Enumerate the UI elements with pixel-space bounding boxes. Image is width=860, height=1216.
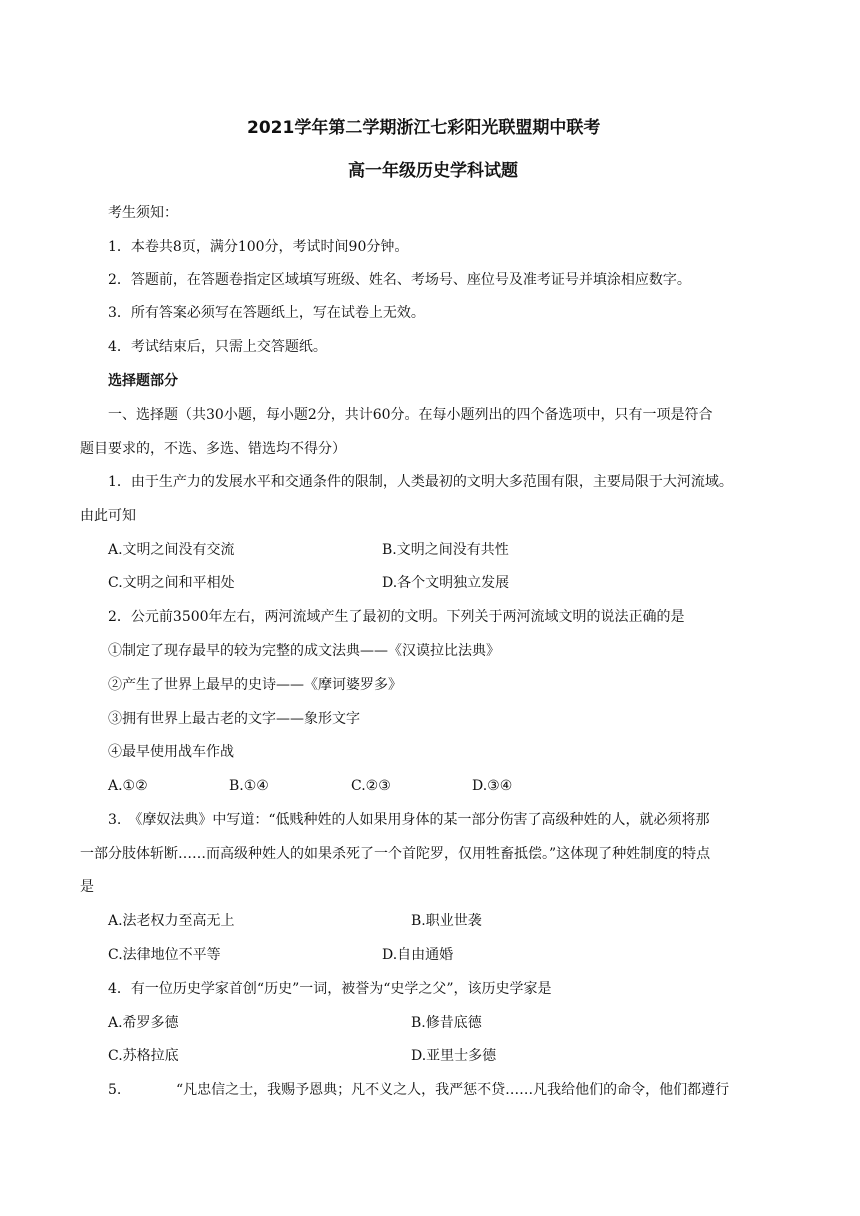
notice-item: 1．本卷共8页，满分100分，考试时间90分钟。 — [108, 239, 409, 255]
section-title: 选择题部分 — [108, 373, 178, 389]
question-3-stem: 3. 《摩奴法典》中写道：“低贱种姓的人如果用身体的某一部分伤害了高级种姓的人，就必须将那 — [108, 812, 710, 828]
question-1-option-d: D.各个文明独立发展 — [382, 575, 510, 591]
question-4-option-b: B.修昔底德 — [411, 1015, 482, 1031]
question-4-option-d: D.亚里士多德 — [411, 1048, 497, 1064]
question-4-option-a: A.希罗多德 — [108, 1015, 179, 1031]
question-4-stem: 4．有一位历史学家首创“历史”一词，被誉为“史学之父”，该历史学家是 — [108, 981, 552, 997]
question-2-statement: ③拥有世界上最古老的文字——象形文字 — [108, 711, 360, 727]
question-3-option-b: B.职业世袭 — [411, 913, 482, 929]
question-5-number: 5. — [108, 1082, 122, 1098]
question-1-option-a: A.文明之间没有交流 — [108, 542, 235, 558]
section-intro: 题目要求的，不选、多选、错选均不得分） — [80, 441, 346, 457]
question-3-option-c: C.法律地位不平等 — [108, 947, 221, 963]
question-3-stem: 是 — [80, 879, 94, 895]
question-2-option-d: D.③④ — [472, 778, 513, 794]
question-2-option-c: C.②③ — [351, 778, 391, 794]
notice-item: 4．考试结束后，只需上交答题纸。 — [108, 339, 327, 355]
question-1-option-c: C.文明之间和平相处 — [108, 575, 235, 591]
question-2-statement: ①制定了现存最早的较为完整的成文法典——《汉谟拉比法典》 — [108, 643, 500, 659]
notice-item: 3．所有答案必须写在答题纸上，写在试卷上无效。 — [108, 305, 425, 321]
exam-title: 2021学年第二学期浙江七彩阳光联盟期中联考 — [247, 118, 601, 138]
question-2-stem: 2．公元前3500年左右，两河流域产生了最初的文明。下列关于两河流域文明的说法正确的是 — [108, 609, 685, 625]
question-5-stem: “凡忠信之士，我赐予恩典；凡不义之人，我严惩不贷……凡我给他们的命令，他们都遵行 — [176, 1082, 730, 1098]
notice-heading: 考生须知： — [108, 205, 178, 221]
question-3-option-d: D.自由通婚 — [382, 947, 454, 963]
question-2-statement: ④最早使用战车作战 — [108, 744, 234, 760]
question-1-stem: 由此可知 — [80, 508, 136, 524]
question-3-stem: 一部分肢体斩断……而高级种姓人的如果杀死了一个首陀罗，仅用牲畜抵偿。”这体现了种姓制度的特点 — [80, 846, 711, 862]
question-4-option-c: C.苏格拉底 — [108, 1048, 179, 1064]
question-1-stem: 1．由于生产力的发展水平和交通条件的限制，人类最初的文明大多范围有限，主要局限于大河流域。 — [108, 474, 733, 490]
question-3-option-a: A.法老权力至高无上 — [108, 913, 235, 929]
notice-item: 2．答题前，在答题卷指定区域填写班级、姓名、考场号、座位号及准考证号并填涂相应数字。 — [108, 272, 691, 288]
question-2-option-b: B.①④ — [229, 778, 269, 794]
exam-subtitle: 高一年级历史学科试题 — [348, 161, 518, 181]
question-2-option-a: A.①② — [108, 778, 148, 794]
section-intro: 一、选择题（共30小题，每小题2分，共计60分。在每小题列出的四个备选项中，只有一项是符合 — [108, 407, 713, 423]
question-2-statement: ②产生了世界上最早的史诗——《摩诃婆罗多》 — [108, 677, 402, 693]
question-1-option-b: B.文明之间没有共性 — [382, 542, 509, 558]
